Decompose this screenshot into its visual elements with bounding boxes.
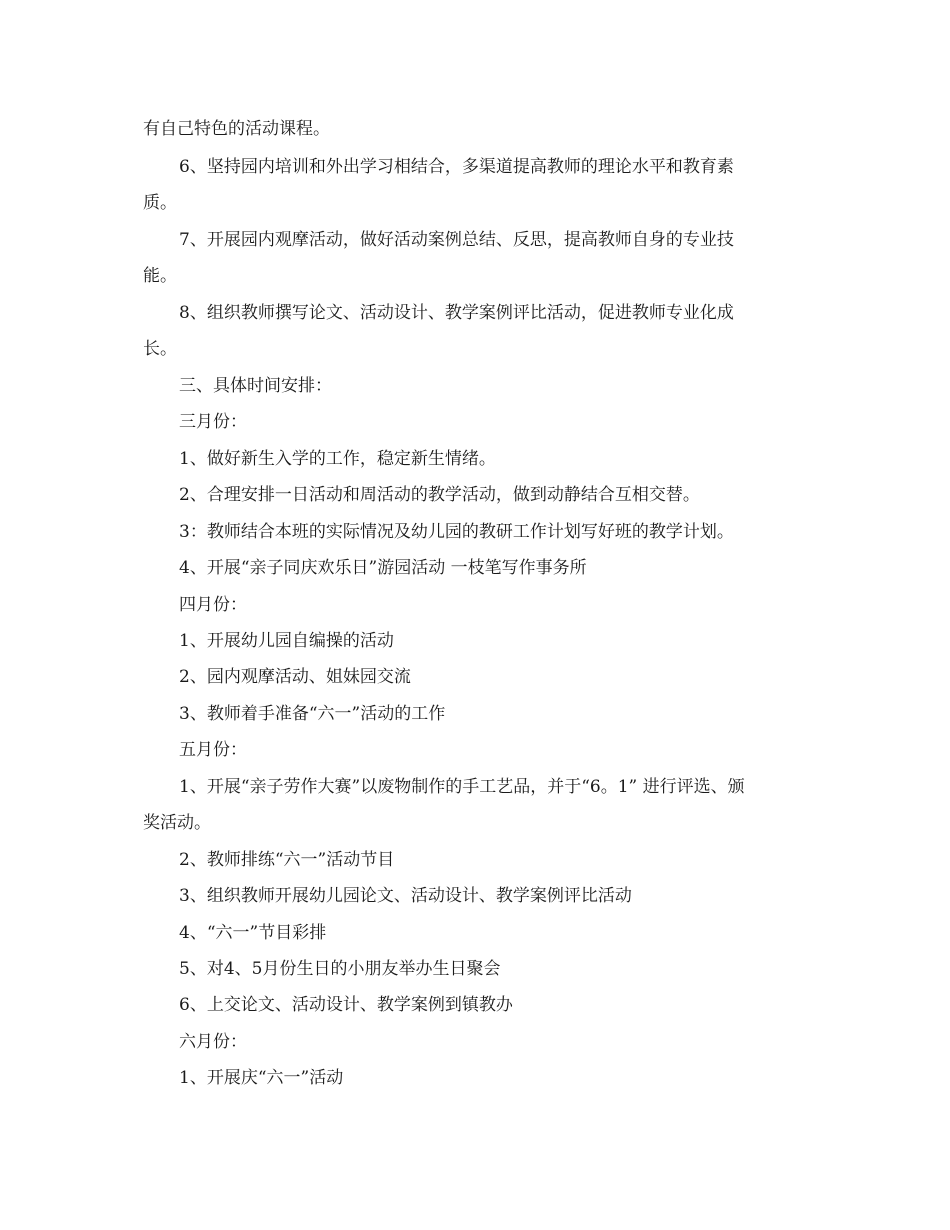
- text-line: 6、上交论文、活动设计、教学案例到镇教办: [179, 995, 513, 1015]
- text-line: 2、教师排练“六一”活动节目: [179, 850, 395, 870]
- text-line: 3、组织教师开展幼儿园论文、活动设计、教学案例评比活动: [179, 886, 632, 906]
- section-heading: 三、具体时间安排：: [179, 376, 332, 396]
- text-line: 1、开展幼儿园自编操的活动: [179, 631, 394, 651]
- text-line: 有自己特色的活动课程。: [143, 119, 330, 139]
- text-line: 4、开展“亲子同庆欢乐日”游园活动 一枝笔写作事务所: [179, 558, 587, 578]
- text-line: 5、对4、5月份生日的小朋友举办生日聚会: [179, 959, 501, 979]
- text-line: 2、园内观摩活动、姐妹园交流: [179, 667, 411, 687]
- text-line: 质。: [143, 193, 177, 213]
- text-line: 2、合理安排一日活动和周活动的教学活动，做到动静结合互相交替。: [179, 485, 700, 505]
- text-line: 奖活动。: [143, 813, 211, 833]
- text-line: 4、“六一”节目彩排: [179, 923, 327, 943]
- text-line: 6、坚持园内培训和外出学习相结合，多渠道提高教师的理论水平和教育素: [179, 157, 734, 177]
- month-heading: 六月份：: [179, 1032, 247, 1052]
- text-line: 3：教师结合本班的实际情况及幼儿园的教研工作计划写好班的教学计划。: [179, 522, 734, 542]
- month-heading: 五月份：: [179, 740, 247, 760]
- text-line: 1、开展“亲子劳作大赛”以废物制作的手工艺品，并于“6。1” 进行评选、颁: [179, 777, 745, 797]
- text-line: 3、教师着手准备“六一”活动的工作: [179, 704, 446, 724]
- text-line: 长。: [143, 339, 177, 359]
- text-line: 1、做好新生入学的工作，稳定新生情绪。: [179, 449, 496, 469]
- text-line: 1、开展庆“六一”活动: [179, 1068, 344, 1088]
- month-heading: 四月份：: [179, 595, 247, 615]
- text-line: 能。: [143, 266, 177, 286]
- month-heading: 三月份：: [179, 412, 247, 432]
- text-line: 7、开展园内观摩活动，做好活动案例总结、反思，提高教师自身的专业技: [179, 230, 734, 250]
- text-line: 8、组织教师撰写论文、活动设计、教学案例评比活动，促进教师专业化成: [179, 303, 734, 323]
